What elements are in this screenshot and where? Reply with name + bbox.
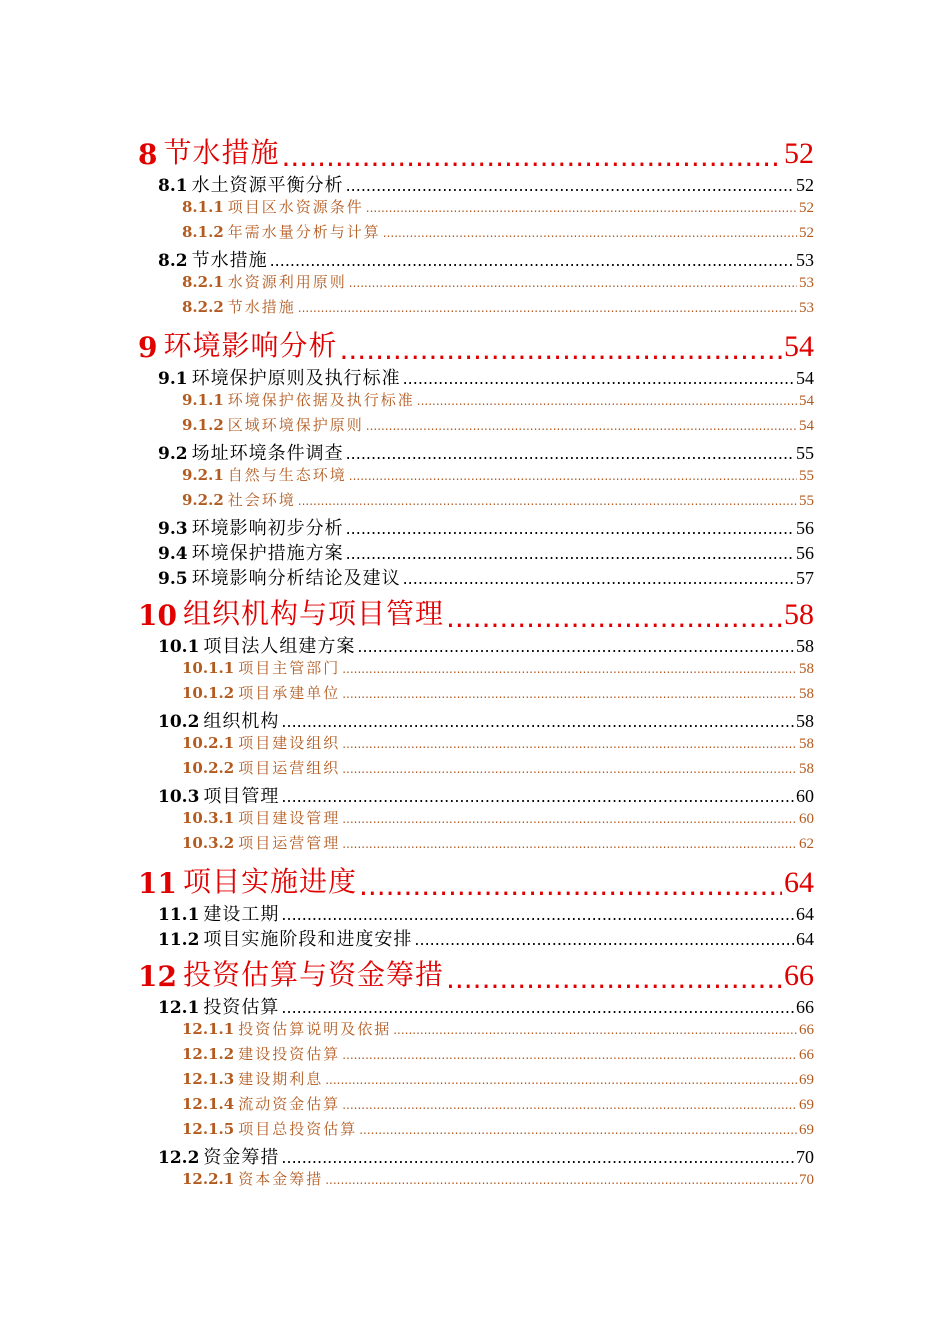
toc-entry-title: 环境保护依据及执行标准 [227,391,415,409]
toc-entry-level3[interactable] [138,1093,814,1118]
toc-entry-title: 投资估算说明及依据 [238,1020,392,1038]
toc-entry-page-number: 55 [799,468,814,484]
toc-entry-title: 节水措施 [163,136,280,169]
toc-entry-level3[interactable] [138,296,814,321]
toc-entry-page-number: 69 [799,1072,814,1088]
toc-entry-level2[interactable] [138,171,814,196]
toc-entry-number: 8.1.1 [182,198,224,216]
toc-entry-page-number: 52 [784,137,814,170]
toc-entry-title: 社会环境 [227,491,296,509]
toc-dot-leader [359,1123,797,1137]
toc-entry-page-number: 64 [796,929,814,949]
toc-dot-leader [342,1098,797,1112]
toc-dot-leader [446,604,782,632]
toc-entry-page-number: 52 [799,200,814,216]
toc-entry-page-number: 66 [799,1022,814,1038]
toc-entry-number: 8 [138,138,158,171]
toc-entry-page-number: 66 [799,1047,814,1063]
toc-entry-page-number: 69 [799,1122,814,1138]
toc-entry-number: 10.3 [158,787,200,807]
toc-entry-title: 项目建设组织 [238,734,341,752]
toc-entry-title: 投资估算 [203,997,280,1018]
toc-entry-level2[interactable] [138,707,814,732]
toc-entry-number: 9.2.1 [182,466,224,484]
toc-entry-level1[interactable] [138,591,814,632]
toc-entry-title: 区域环境保护原则 [227,416,364,434]
toc-entry-level3[interactable] [138,271,814,296]
toc-dot-leader [359,872,782,900]
toc-entry-title: 节水措施 [191,250,268,271]
toc-entry-page-number: 53 [796,250,814,270]
toc-entry-level1[interactable] [138,130,814,171]
toc-dot-leader [342,762,797,776]
toc-entry-number: 9.1.2 [182,416,224,434]
toc-entry-level2[interactable] [138,782,814,807]
toc-entry-title: 流动资金估算 [238,1095,341,1113]
toc-entry-number: 8.2.2 [182,298,224,316]
toc-entry-title: 资金筹措 [203,1147,280,1168]
toc-entry-level3[interactable] [138,1068,814,1093]
toc-dot-leader [281,787,794,806]
toc-entry-level1[interactable] [138,323,814,364]
toc-entry-number: 10.3.1 [182,809,235,827]
toc-entry-level2[interactable] [138,246,814,271]
toc-entry-number: 10.2.2 [182,759,235,777]
toc-entry-page-number: 66 [784,959,814,992]
toc-dot-leader [325,1173,797,1187]
toc-entry-number: 9.4 [158,544,188,564]
toc-entry-page-number: 54 [799,418,814,434]
toc-entry-title: 水土资源平衡分析 [191,175,344,196]
toc-entry-title: 建设工期 [203,904,280,925]
toc-dot-leader [346,176,794,195]
toc-dot-leader [281,1148,794,1167]
toc-entry-title: 环境保护原则及执行标准 [191,368,401,389]
toc-entry-number: 12.1.1 [182,1020,235,1038]
toc-entry-page-number: 55 [799,493,814,509]
toc-entry-title: 环境影响分析结论及建议 [191,568,401,589]
toc-entry-title: 项目实施进度 [182,865,357,898]
toc-dot-leader [282,143,783,171]
toc-dot-leader [446,965,782,993]
toc-dot-leader [346,544,794,563]
toc-entry-level3[interactable] [138,657,814,682]
toc-entry-title: 场址环境条件调查 [191,443,344,464]
toc-dot-leader [366,419,797,433]
toc-dot-leader [349,276,797,290]
toc-entry-page-number: 58 [784,598,814,631]
toc-dot-leader [325,1073,797,1087]
toc-entry-level3[interactable] [138,1168,814,1193]
toc-entry-page-number: 70 [799,1172,814,1188]
toc-entry-level2[interactable] [138,439,814,464]
toc-entry-number: 9 [138,331,158,364]
toc-entry-number: 10.1 [158,637,200,657]
toc-entry-page-number: 58 [796,636,814,656]
toc-dot-leader [349,469,797,483]
toc-entry-title: 项目承建单位 [238,684,341,702]
toc-dot-leader [281,712,794,731]
toc-entry-level3[interactable] [138,221,814,246]
toc-entry-title: 项目管理 [203,786,280,807]
toc-entry-page-number: 54 [796,368,814,388]
toc-dot-leader [346,444,794,463]
toc-entry-title: 组织机构 [203,711,280,732]
toc-entry-page-number: 60 [799,811,814,827]
toc-dot-leader [417,394,797,408]
toc-entry-title: 资本金筹措 [238,1170,324,1188]
toc-entry-number: 9.5 [158,569,188,589]
toc-entry-level3[interactable] [138,196,814,221]
toc-dot-leader [342,1048,797,1062]
toc-dot-leader [270,251,794,270]
toc-entry-page-number: 53 [799,300,814,316]
toc-entry-level3[interactable] [138,757,814,782]
toc-entry-number: 9.2 [158,444,188,464]
toc-entry-number: 11 [138,867,177,900]
toc-entry-number: 9.1.1 [182,391,224,409]
toc-entry-level2[interactable] [138,539,814,564]
toc-entry-title: 水资源利用原则 [227,273,347,291]
toc-dot-leader [383,226,797,240]
toc-entry-title: 项目主管部门 [238,659,341,677]
toc-entry-page-number: 70 [796,1147,814,1167]
toc-entry-page-number: 55 [796,443,814,463]
toc-dot-leader [342,737,797,751]
toc-entry-number: 12.1.2 [182,1045,235,1063]
toc-entry-number: 12.1.3 [182,1070,235,1088]
toc-entry-page-number: 60 [796,786,814,806]
toc-entry-title: 项目运营组织 [238,759,341,777]
toc-dot-leader [342,687,797,701]
toc-entry-title: 项目实施阶段和进度安排 [203,929,413,950]
toc-entry-page-number: 53 [799,275,814,291]
toc-dot-leader [357,637,794,656]
toc-entry-level3[interactable] [138,1018,814,1043]
toc-entry-page-number: 52 [799,225,814,241]
toc-entry-number: 8.1.2 [182,223,224,241]
toc-entry-page-number: 56 [796,518,814,538]
toc-entry-level2[interactable] [138,632,814,657]
toc-entry-level3[interactable] [138,682,814,707]
toc-dot-leader [342,812,797,826]
toc-dot-leader [366,201,797,215]
toc-entry-page-number: 54 [799,393,814,409]
toc-entry-number: 12 [138,960,177,993]
table-of-contents [138,128,814,1193]
toc-entry-level3[interactable] [138,807,814,832]
toc-dot-leader [393,1023,797,1037]
toc-entry-number: 10.1.1 [182,659,235,677]
toc-entry-level2[interactable] [138,925,814,950]
toc-entry-title: 自然与生态环境 [227,466,347,484]
toc-dot-leader [403,569,794,588]
toc-entry-number: 12.2 [158,1148,200,1168]
toc-entry-page-number: 56 [796,543,814,563]
toc-entry-number: 10.2 [158,712,200,732]
toc-entry-level1[interactable] [138,859,814,900]
toc-dot-leader [298,494,797,508]
toc-entry-page-number: 57 [796,568,814,588]
toc-dot-leader [342,662,797,676]
toc-entry-number: 10.3.2 [182,834,235,852]
toc-entry-title: 环境影响分析 [163,329,338,362]
toc-entry-number: 11.1 [158,905,200,925]
toc-entry-number: 12.1.4 [182,1095,235,1113]
toc-entry-level2[interactable] [138,364,814,389]
toc-entry-page-number: 58 [799,661,814,677]
toc-dot-leader [403,369,794,388]
toc-entry-page-number: 58 [799,686,814,702]
toc-entry-title: 项目总投资估算 [238,1120,358,1138]
toc-entry-page-number: 58 [799,736,814,752]
toc-entry-level1[interactable] [138,952,814,993]
toc-entry-title: 建设投资估算 [238,1045,341,1063]
toc-entry-number: 12.2.1 [182,1170,235,1188]
toc-entry-level3[interactable] [138,732,814,757]
toc-entry-title: 项目建设管理 [238,809,341,827]
toc-dot-leader [414,930,794,949]
toc-entry-level2[interactable] [138,993,814,1018]
toc-entry-title: 组织机构与项目管理 [182,597,444,630]
toc-entry-page-number: 52 [796,175,814,195]
toc-dot-leader [342,837,797,851]
toc-entry-title: 项目区水资源条件 [227,198,364,216]
toc-entry-level3[interactable] [138,832,814,857]
toc-entry-level3[interactable] [138,489,814,514]
toc-entry-number: 10.1.2 [182,684,235,702]
toc-entry-page-number: 58 [799,761,814,777]
toc-entry-level3[interactable] [138,414,814,439]
toc-entry-number: 9.2.2 [182,491,224,509]
toc-entry-title: 环境保护措施方案 [191,543,344,564]
toc-entry-level3[interactable] [138,1043,814,1068]
toc-dot-leader [346,519,794,538]
toc-entry-number: 8.2 [158,251,188,271]
toc-entry-page-number: 58 [796,711,814,731]
toc-entry-title: 节水措施 [227,298,296,316]
toc-entry-page-number: 62 [799,836,814,852]
toc-entry-page-number: 54 [784,330,814,363]
toc-entry-level2[interactable] [138,514,814,539]
toc-entry-number: 8.2.1 [182,273,224,291]
toc-entry-page-number: 69 [799,1097,814,1113]
toc-entry-number: 9.1 [158,369,188,389]
toc-entry-number: 12.1.5 [182,1120,235,1138]
toc-entry-number: 12.1 [158,998,200,1018]
toc-entry-title: 项目法人组建方案 [203,636,356,657]
toc-entry-title: 投资估算与资金筹措 [182,958,444,991]
toc-entry-number: 11.2 [158,930,200,950]
toc-dot-leader [281,998,794,1017]
toc-entry-number: 10 [138,599,177,632]
toc-entry-page-number: 66 [796,997,814,1017]
toc-dot-leader [340,336,783,364]
toc-entry-number: 9.3 [158,519,188,539]
toc-entry-number: 10.2.1 [182,734,235,752]
toc-entry-number: 8.1 [158,176,188,196]
toc-entry-title: 环境影响初步分析 [191,518,344,539]
toc-entry-level2[interactable] [138,564,814,589]
toc-entry-level2[interactable] [138,1143,814,1168]
toc-entry-page-number: 64 [784,866,814,899]
toc-entry-level3[interactable] [138,389,814,414]
toc-entry-level3[interactable] [138,464,814,489]
toc-entry-level2[interactable] [138,900,814,925]
toc-entry-page-number: 64 [796,904,814,924]
toc-entry-level3[interactable] [138,1118,814,1143]
toc-entry-title: 项目运营管理 [238,834,341,852]
toc-dot-leader [281,905,794,924]
toc-entry-title: 建设期利息 [238,1070,324,1088]
toc-dot-leader [298,301,797,315]
toc-entry-title: 年需水量分析与计算 [227,223,381,241]
